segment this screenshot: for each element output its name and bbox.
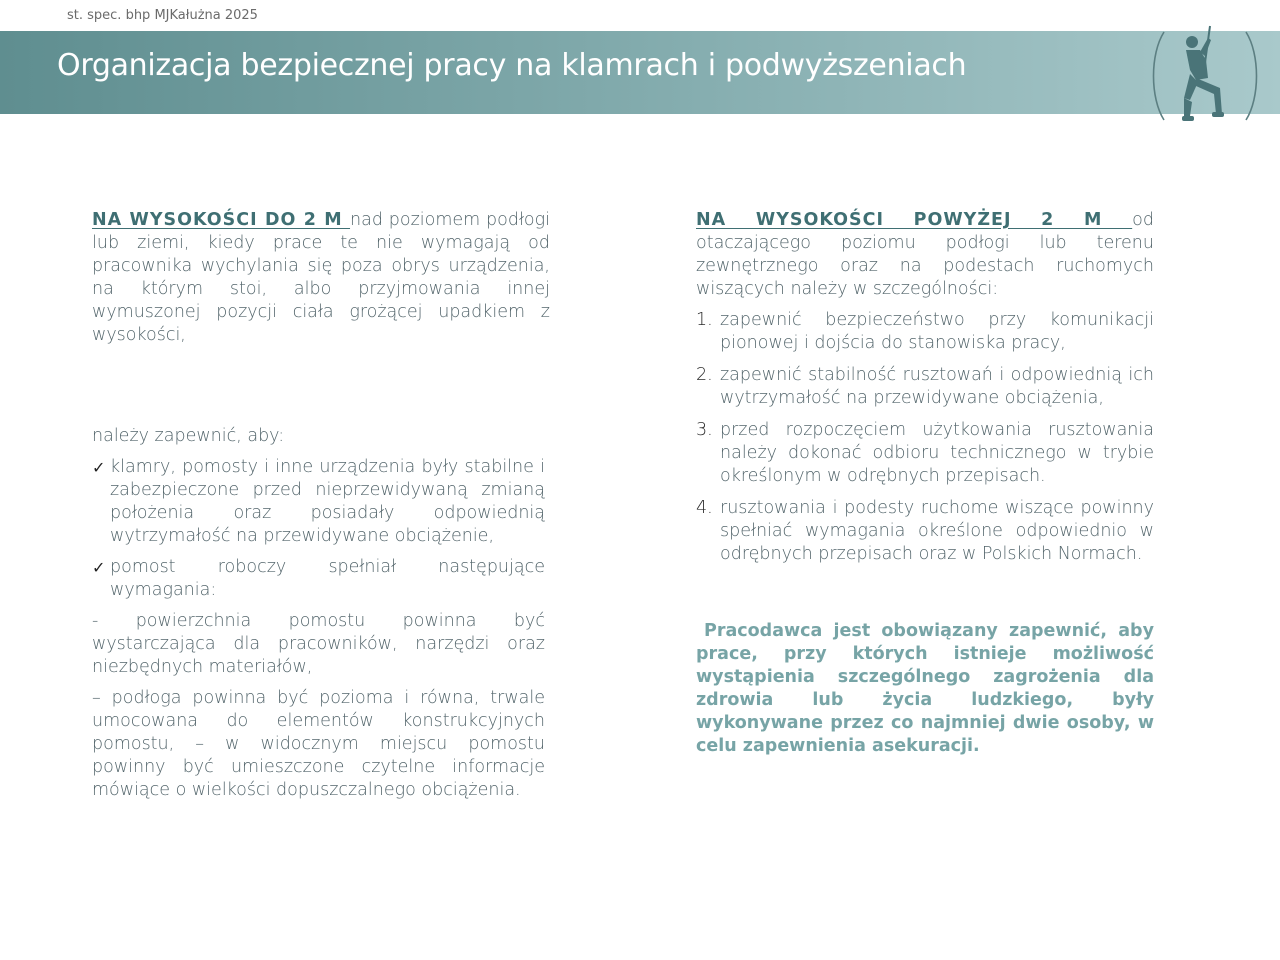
list-number: 4.: [696, 498, 713, 518]
right-intro-text: od otaczającego poziomu podłogi lub terenu zewnętrznego oraz na podestach ruchomych wiszących należy w szczególności:: [696, 210, 1154, 299]
left-lead: należy zapewnić, aby:: [92, 426, 285, 446]
right-intro: [696, 209, 1154, 301]
list-number: 2.: [696, 365, 713, 385]
left-heading: NA WYSOKOŚCI DO 2 M: [92, 210, 351, 230]
list-item-text: zapewnić bezpieczeństwo przy komunikacji pionowej i dojścia do stanowiska pracy,: [720, 310, 1154, 353]
dash-item: - powierzchnia pomostu powinna być wystarczająca dla pracowników, narzędzi oraz niezbędnych materiałów,: [92, 611, 545, 677]
employer-obligation-note: Pracodawca jest obowiązany zapewnić, aby prace, przy których istnieje możliwość wystąpienia szczególnego zagrożenia dla zdrowia lub życia ludzkiego, były wykonywane przez co najmniej dwie osoby, w celu zapewnienia asekuracji.: [696, 621, 1154, 756]
list-item-text: zapewnić stabilność rusztowań i odpowiednią ich wytrzymałość na przewidywane obciążenia,: [720, 365, 1154, 408]
checkmark-icon: ✓: [92, 458, 106, 477]
author-credit: st. spec. bhp MJKałużna 2025: [67, 8, 258, 23]
list-number: 1.: [696, 310, 713, 330]
right-heading: NA WYSOKOŚCI POWYŻEJ 2 M: [696, 210, 1133, 230]
list-item-text: rusztowania i podesty ruchome wiszące powinny spełniać wymagania określone odpowiednio w odrębnych przepisach oraz w Polskich Normach.: [720, 498, 1154, 564]
check-item-text: klamry, pomosty i inne urządzenia były stabilne i zabezpieczone przed nieprzewidywaną zmianą położenia oraz posiadały odpowiednią wytrzymałość na przewidywane obciążenie,: [110, 457, 545, 546]
left-intro: [92, 209, 550, 347]
list-number: 3.: [696, 420, 713, 440]
left-intro-text: nad poziomem podłogi lub ziemi, kiedy prace te nie wymagają od pracownika wychylania się poza obrys urządzenia, na którym stoi, albo przyjmowania innej wymuszonej pozycji ciała grożącej upadkiem z wysokości,: [92, 210, 551, 345]
left-list-area: [92, 425, 545, 802]
checkmark-icon: ✓: [92, 558, 106, 577]
list-item: [696, 497, 1154, 566]
check-item: [92, 556, 545, 602]
climber-icon: [1150, 24, 1260, 128]
dash-item: – podłoga powinna być pozioma i równa, trwale umocowana do elementów konstrukcyjnych pomostu, – w widocznym miejscu pomostu powinny być umieszczone czytelne informacje mówiące o wielkości dopuszczalnego obciążenia.: [92, 688, 545, 800]
page-title: Organizacja bezpiecznej pracy na klamrach i podwyższeniach: [57, 48, 967, 83]
right-column: [696, 209, 1154, 758]
numbered-list: [696, 309, 1154, 566]
list-item: [696, 419, 1154, 488]
list-item: [696, 364, 1154, 410]
check-item: [92, 456, 545, 548]
list-item-text: przed rozpoczęciem użytkowania rusztowania należy dokonać odbioru technicznego w trybie określonym w odrębnych przepisach.: [720, 420, 1154, 486]
list-item: [696, 309, 1154, 355]
check-item-text: pomost roboczy spełniał następujące wymagania:: [110, 557, 545, 600]
left-column: [92, 209, 550, 810]
